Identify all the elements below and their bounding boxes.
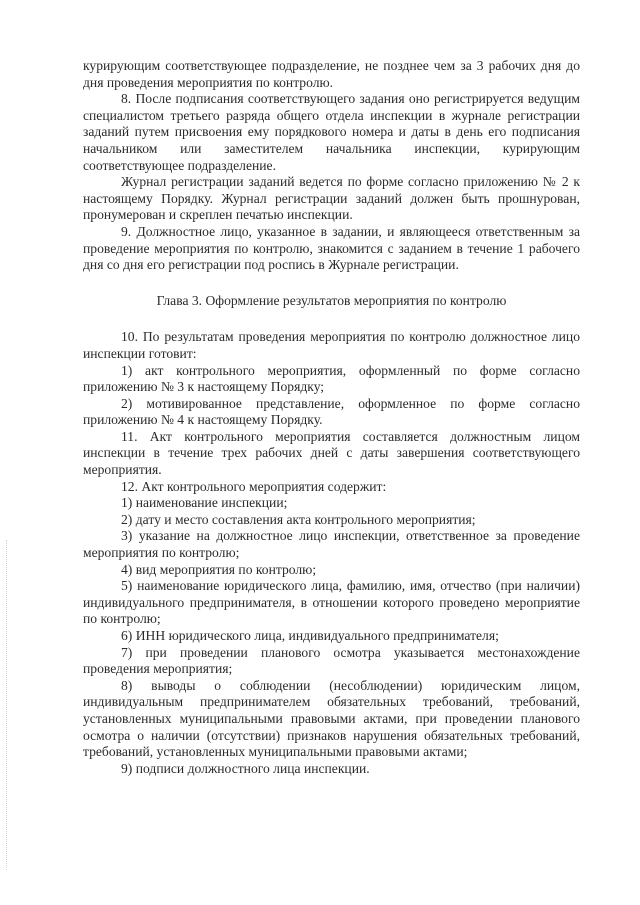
paragraph: 9. Должностное лицо, указанное в задании, и являющееся ответственным за проведение мероприятия по контролю, знакомится с заданием в течение 1 рабочего дня со дня его регистрации под роспись в Журнале регистрации. — [83, 223, 580, 273]
paragraph: 7) при проведении планового осмотра указывается местонахождение проведения мероприятия; — [83, 644, 580, 677]
paragraph: 11. Акт контрольного мероприятия составляется должностным лицом инспекции в течение трех рабочих дней с даты завершения соответствующего мероприятия. — [83, 428, 580, 478]
section-chapter-3 — [83, 329, 580, 777]
scan-margin-marks — [6, 540, 11, 870]
paragraph: 8. После подписания соответствующего задания оно регистрируется ведущим специалистом третьего разряда общего отдела инспекции в журнале регистрации заданий путем присвоения ему порядкового номера и даты в день его подписания начальником или заместителем начальника инспекции, курирующим соответствующее подразделение. — [83, 91, 580, 173]
paragraph: 3) указание на должностное лицо инспекции, ответственное за проведение мероприятия по контролю; — [83, 528, 580, 561]
paragraph: 5) наименование юридического лица, фамилию, имя, отчество (при наличии) индивидуального предпринимателя, в отношении которого проведено мероприятие по контролю; — [83, 578, 580, 627]
section-chapter-2-end — [83, 58, 580, 274]
paragraph: 9) подписи должностного лица инспекции. — [121, 760, 370, 776]
paragraph: курирующим соответствующее подразделение, не позднее чем за 3 рабочих дня до дня проведения мероприятия по контролю. — [83, 58, 580, 90]
paragraph: 10. По результатам проведения мероприятия по контролю должностное лицо инспекции готовит: — [83, 329, 580, 361]
chapter-heading: Глава 3. Оформление результатов мероприятия по контролю — [156, 292, 507, 308]
paragraph: Журнал регистрации заданий ведется по форме согласно приложению № 2 к настоящему Порядку. Журнал регистрации заданий должен быть прошнурован, пронумерован и скреплен печатью инспекции. — [83, 174, 580, 223]
paragraph: 4) вид мероприятия по контролю; — [121, 561, 317, 577]
paragraph: 1) акт контрольного мероприятия, оформленный по форме согласно приложению № 3 к настоящему Порядку; — [83, 362, 580, 395]
paragraph: 12. Акт контрольного мероприятия содержит: — [121, 478, 387, 494]
paragraph: 8) выводы о соблюдении (несоблюдении) юридическим лицом, индивидуальным предпринимателем обязательных требований, требований, установленных муниципальными правовыми актами, при проведении планового осмотра о наличии (отсутствии) признаков нарушения обязательных требований, требований, установленных муниципальными правовыми актами; — [83, 677, 580, 760]
paragraph: 2) мотивированное представление, оформленное по форме согласно приложению № 4 к настоящему Порядку. — [83, 395, 580, 428]
paragraph: 2) дату и место составления акта контрольного мероприятия; — [121, 511, 476, 527]
paragraph: 1) наименование инспекции; — [121, 495, 288, 511]
paragraph: 6) ИНН юридического лица, индивидуального предпринимателя; — [121, 628, 499, 643]
